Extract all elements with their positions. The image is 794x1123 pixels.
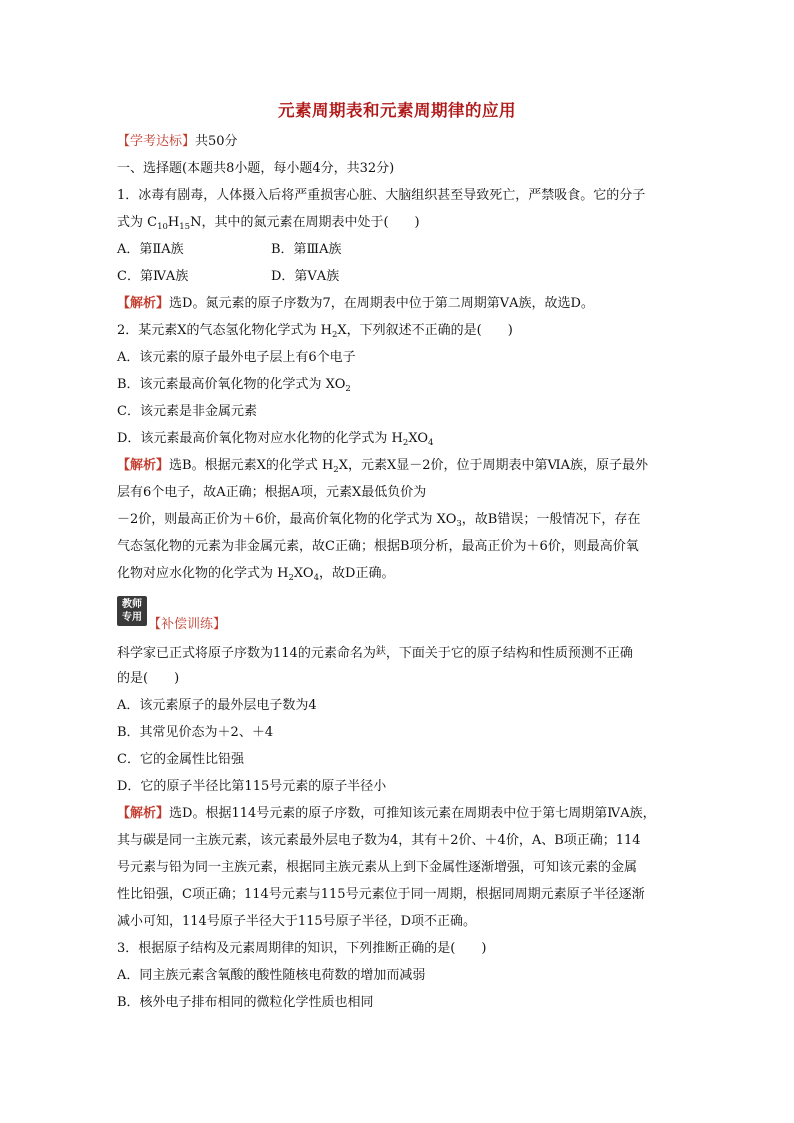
q1-option-a: A．第ⅡA族 (117, 242, 184, 257)
supp-option-a: A．该元素原子的最外层电子数为4 (117, 698, 317, 713)
section-tag: 【学考达标】 (117, 134, 196, 149)
analysis-tag: 【解析】 (117, 296, 170, 311)
q2-option-b: B．该元素最高价氧化物的化学式为 $XO_2$ (117, 377, 351, 394)
q3-stem: 3．根据原子结构及元素周期律的知识，下列推断正确的是( ) (117, 941, 487, 956)
q1-option-b: B．第ⅢA族 (271, 242, 342, 257)
q2-analysis-line4: 气态氢化物的元素为非金属元素，故C正确；根据B项分析，最高正价为＋6价，则最高价氧 (117, 539, 639, 554)
supp-option-b: B．其常见价态为＋2、＋4 (117, 725, 274, 740)
supp-analysis-line5: 减小可知，114号原子半径大于115号原子半径，D项不正确。 (117, 914, 477, 929)
q1-stem-line1: 1．冰毒有剧毒，人体摄入后将严重损害心脏、大脑组织甚至导致死亡，严禁吸食。它的分子 (117, 188, 646, 203)
supp-analysis-line1: 【解析】选D。根据114号元素的原子序数，可推知该元素在周期表中位于第七周期第ⅣA族， (117, 806, 656, 821)
q1-options-cd (117, 268, 339, 286)
supp-option-d: D．它的原子半径比第115号元素的原子半径小 (117, 779, 387, 794)
teacher-only-badge: 教师 专用 (117, 596, 147, 626)
supp-analysis-line4: 性比铅强，C项正确；114号元素与115号元素位于同一周期，根据同周期元素原子半径逐渐 (117, 887, 645, 902)
supp-stem-line1: 科学家已正式将原子序数为114的元素命名为$^鈇$，下面关于它的原子结构和性质预测不正确 (117, 646, 633, 661)
q2-option-c: C．该元素是非金属元素 (117, 404, 257, 419)
q1-option-d: D．第ⅤA族 (271, 269, 340, 284)
q2-analysis-line1: 【解析】选B。根据元素X的化学式 $H_2X$，元素X显－2价，位于周期表中第ⅥA族，原子最外 (117, 458, 648, 475)
q2-option-d: D．该元素最高价氧化物对应水化物的化学式为 $H_2XO_4$ (117, 431, 434, 448)
q3-option-a: A．同主族元素含氧酸的酸性随核电荷数的增加而减弱 (117, 968, 426, 983)
analysis-tag: 【解析】 (117, 458, 170, 473)
section-points: 共50分 (195, 134, 238, 149)
q2-analysis-line2: 层有6个电子，故A正确；根据A项，元素X最低负价为 (117, 485, 427, 500)
q3-option-b: B．核外电子排布相同的微粒化学性质也相同 (117, 995, 374, 1010)
q2-analysis-line5: 化物对应水化物的化学式为 $H_2XO_4$，故D正确。 (117, 566, 395, 583)
page-title: 元素周期表和元素周期律的应用 (278, 101, 516, 120)
q1-analysis: 【解析】选D。氮元素的原子序数为7，在周期表中位于第二周期第ⅤA族，故选D。 (117, 296, 594, 311)
supp-option-c: C．它的金属性比铅强 (117, 752, 244, 767)
q1-option-c: C．第ⅣA族 (117, 269, 189, 284)
supp-analysis-line2: 其与碳是同一主族元素，该元素最外层电子数为4，其有＋2价、＋4价，A、B项正确；114 (117, 833, 641, 848)
q2-stem: 2．某元素X的气态氢化物化学式为 $H_2X$，下列叙述不正确的是( ) (117, 323, 513, 340)
part1-heading: 一、选择题(本题共8小题，每小题4分，共32分) (117, 161, 395, 176)
q1-stem-line2: 式为 $C_{10}H_{15}N$，其中的氮元素在周期表中处于( ) (117, 215, 420, 232)
q2-analysis-line3: －2价，则最高正价为＋6价，最高价氧化物的化学式为 $XO_3$，故B错误；一般情况下，存在 (117, 512, 641, 529)
analysis-tag: 【解析】 (117, 806, 170, 821)
supplement-heading: 【补偿训练】 (148, 617, 227, 632)
q2-option-a: A．该元素的原子最外电子层上有6个电子 (117, 350, 356, 365)
supp-analysis-line3: 号元素与铅为同一主族元素，根据同主族元素从上到下金属性逐渐增强，可知该元素的金属 (117, 860, 638, 875)
q1-options-ab (117, 241, 341, 259)
supp-stem-line2: 的是( ) (117, 671, 180, 686)
element-glyph: 鈇 (375, 646, 386, 657)
section-header (117, 133, 238, 151)
